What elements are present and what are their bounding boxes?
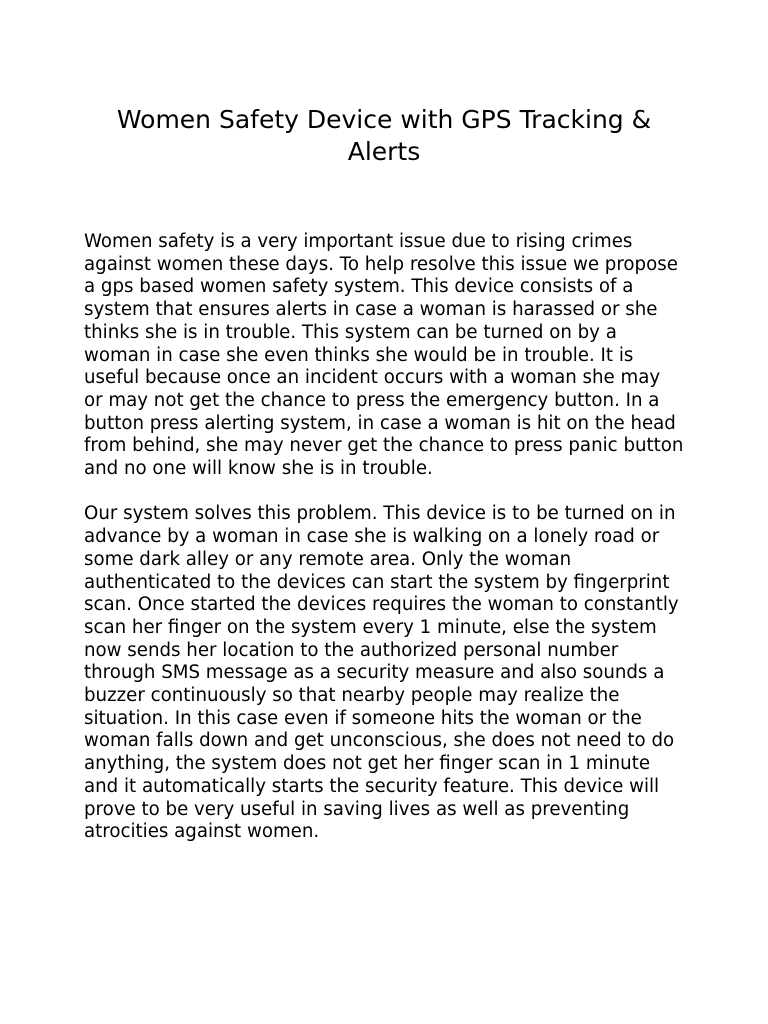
paragraph-1: Women safety is a very important issue due to rising crimes against women these days. To help resolve this issue we propose a gps based women safety system. This device consists of a system that ensures alerts in case a woman is harassed or she thinks she is in trouble. This system can be turned on by a woman in case she even thinks she would be in trouble. It is useful because once an incident occurs with a woman she may or may not get the chance to press the emergency button. In a button press alerting system, in case a woman is hit on the head from behind, she may never get the chance to press panic button and no one will know she is in trouble.: [84, 231, 684, 480]
document-title: Women Safety Device with GPS Tracking & Alerts: [116, 105, 652, 166]
paragraph-2: Our system solves this problem. This device is to be turned on in advance by a woman in case she is walking on a lonely road or some dark alley or any remote area. Only the woman authenticated to the devices can start the system by fingerprint scan. Once started the devices requires the woman to constantly scan her finger on the system every 1 minute, else the system now sends her location to the authorized personal number through SMS message as a security measure and also sounds a buzzer continuously so that nearby people may realize the situation. In this case even if someone hits the woman or the woman falls down and get unconscious, she does not need to do anything, the system does not get her finger scan in 1 minute and it automatically starts the security feature. This device will prove to be very useful in saving lives as well as preventing atrocities against women.: [84, 503, 679, 843]
document-body: [84, 231, 684, 844]
